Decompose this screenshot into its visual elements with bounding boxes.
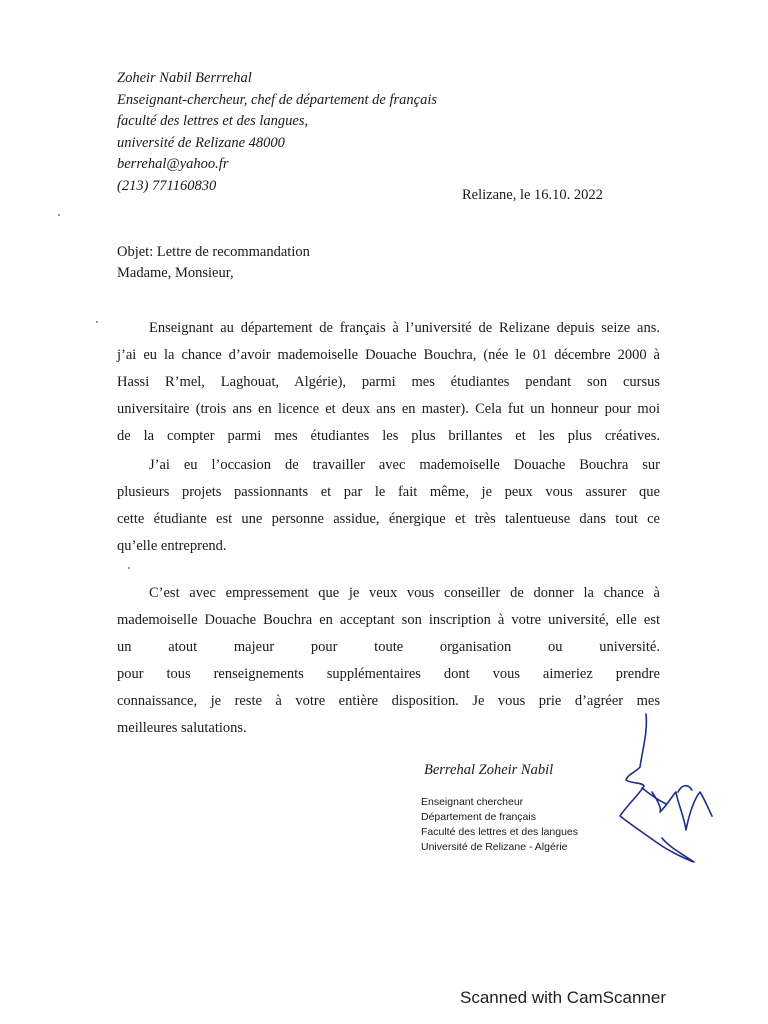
signatory-name: Berrehal Zoheir Nabil [424, 762, 554, 778]
salutation: Madame, Monsieur, [117, 265, 234, 281]
paragraph-line: Hassi R’mel, Laghouat, Algérie), parmi mes étudiantes pendant son cursus [117, 374, 660, 390]
signatory-stamp [421, 795, 578, 855]
paragraph-line: C’est avec empressement que je veux vous conseiller de donner la chance à [149, 585, 660, 601]
paragraph-line: j’ai eu la chance d’avoir mademoiselle Douache Bouchra, (née le 01 décembre 2000 à [117, 347, 660, 363]
paragraph-3 [117, 580, 660, 742]
sender-phone: (213) 771160830 [117, 177, 217, 194]
scan-speck [128, 567, 130, 569]
sender-email: berrehal@yahoo.fr [117, 156, 229, 172]
paragraph-line: connaissance, je reste à votre entière disposition. Je vous prie d’agréer mes [117, 693, 660, 709]
handwritten-signature [612, 712, 732, 872]
subject-line: Objet: Lettre de recommandation [117, 244, 310, 260]
paragraph-line: mademoiselle Douache Bouchra en acceptant son inscription à votre université, elle est [117, 612, 660, 628]
subject-block [117, 242, 310, 284]
signatory-role: Enseignant chercheur [421, 796, 524, 808]
paragraph-line: universitaire (trois ans en licence et deux ans en master). Cela fut un honneur pour moi [117, 401, 660, 417]
scan-speck [58, 214, 60, 216]
sender-block [117, 68, 437, 197]
sender-title: Enseignant-chercheur, chef de département de français [117, 91, 437, 108]
sender-university: université de Relizane 48000 [117, 134, 285, 151]
paragraph-line: qu’elle entreprend. [117, 538, 227, 554]
paragraph-line: J’ai eu l’occasion de travailler avec mademoiselle Douache Bouchra sur [149, 457, 660, 473]
sender-name: Zoheir Nabil Berrrehal [117, 70, 252, 86]
paragraph-1 [117, 315, 660, 450]
sender-faculty: faculté des lettres et des langues, [117, 113, 309, 129]
scanner-watermark: Scanned with CamScanner [460, 988, 667, 1007]
scan-speck [96, 321, 98, 323]
paragraph-line: de la compter parmi mes étudiantes les plus brillantes et les plus créatives. [117, 428, 660, 444]
paragraph-2 [117, 452, 660, 560]
signatory-faculty: Faculté des lettres et des langues [421, 826, 579, 838]
paragraph-line: un atout majeur pour toute organisation ou université. [117, 639, 660, 655]
paragraph-line: Enseignant au département de français à l’université de Relizane depuis seize ans. [149, 320, 660, 336]
paragraph-line: plusieurs projets passionnants et par le fait même, je peux vous assurer que [117, 484, 660, 500]
paragraph-line: cette étudiante est une personne assidue, énergique et très talentueuse dans tout ce [117, 511, 660, 527]
signatory-department: Département de français [421, 811, 536, 823]
paragraph-line: meilleures salutations. [117, 720, 247, 736]
signatory-university: Université de Relizane - Algérie [421, 841, 568, 853]
letter-date: Relizane, le 16.10. 2022 [462, 187, 603, 203]
paragraph-line: pour tous renseignements supplémentaires dont vous aimeriez prendre [117, 666, 660, 682]
